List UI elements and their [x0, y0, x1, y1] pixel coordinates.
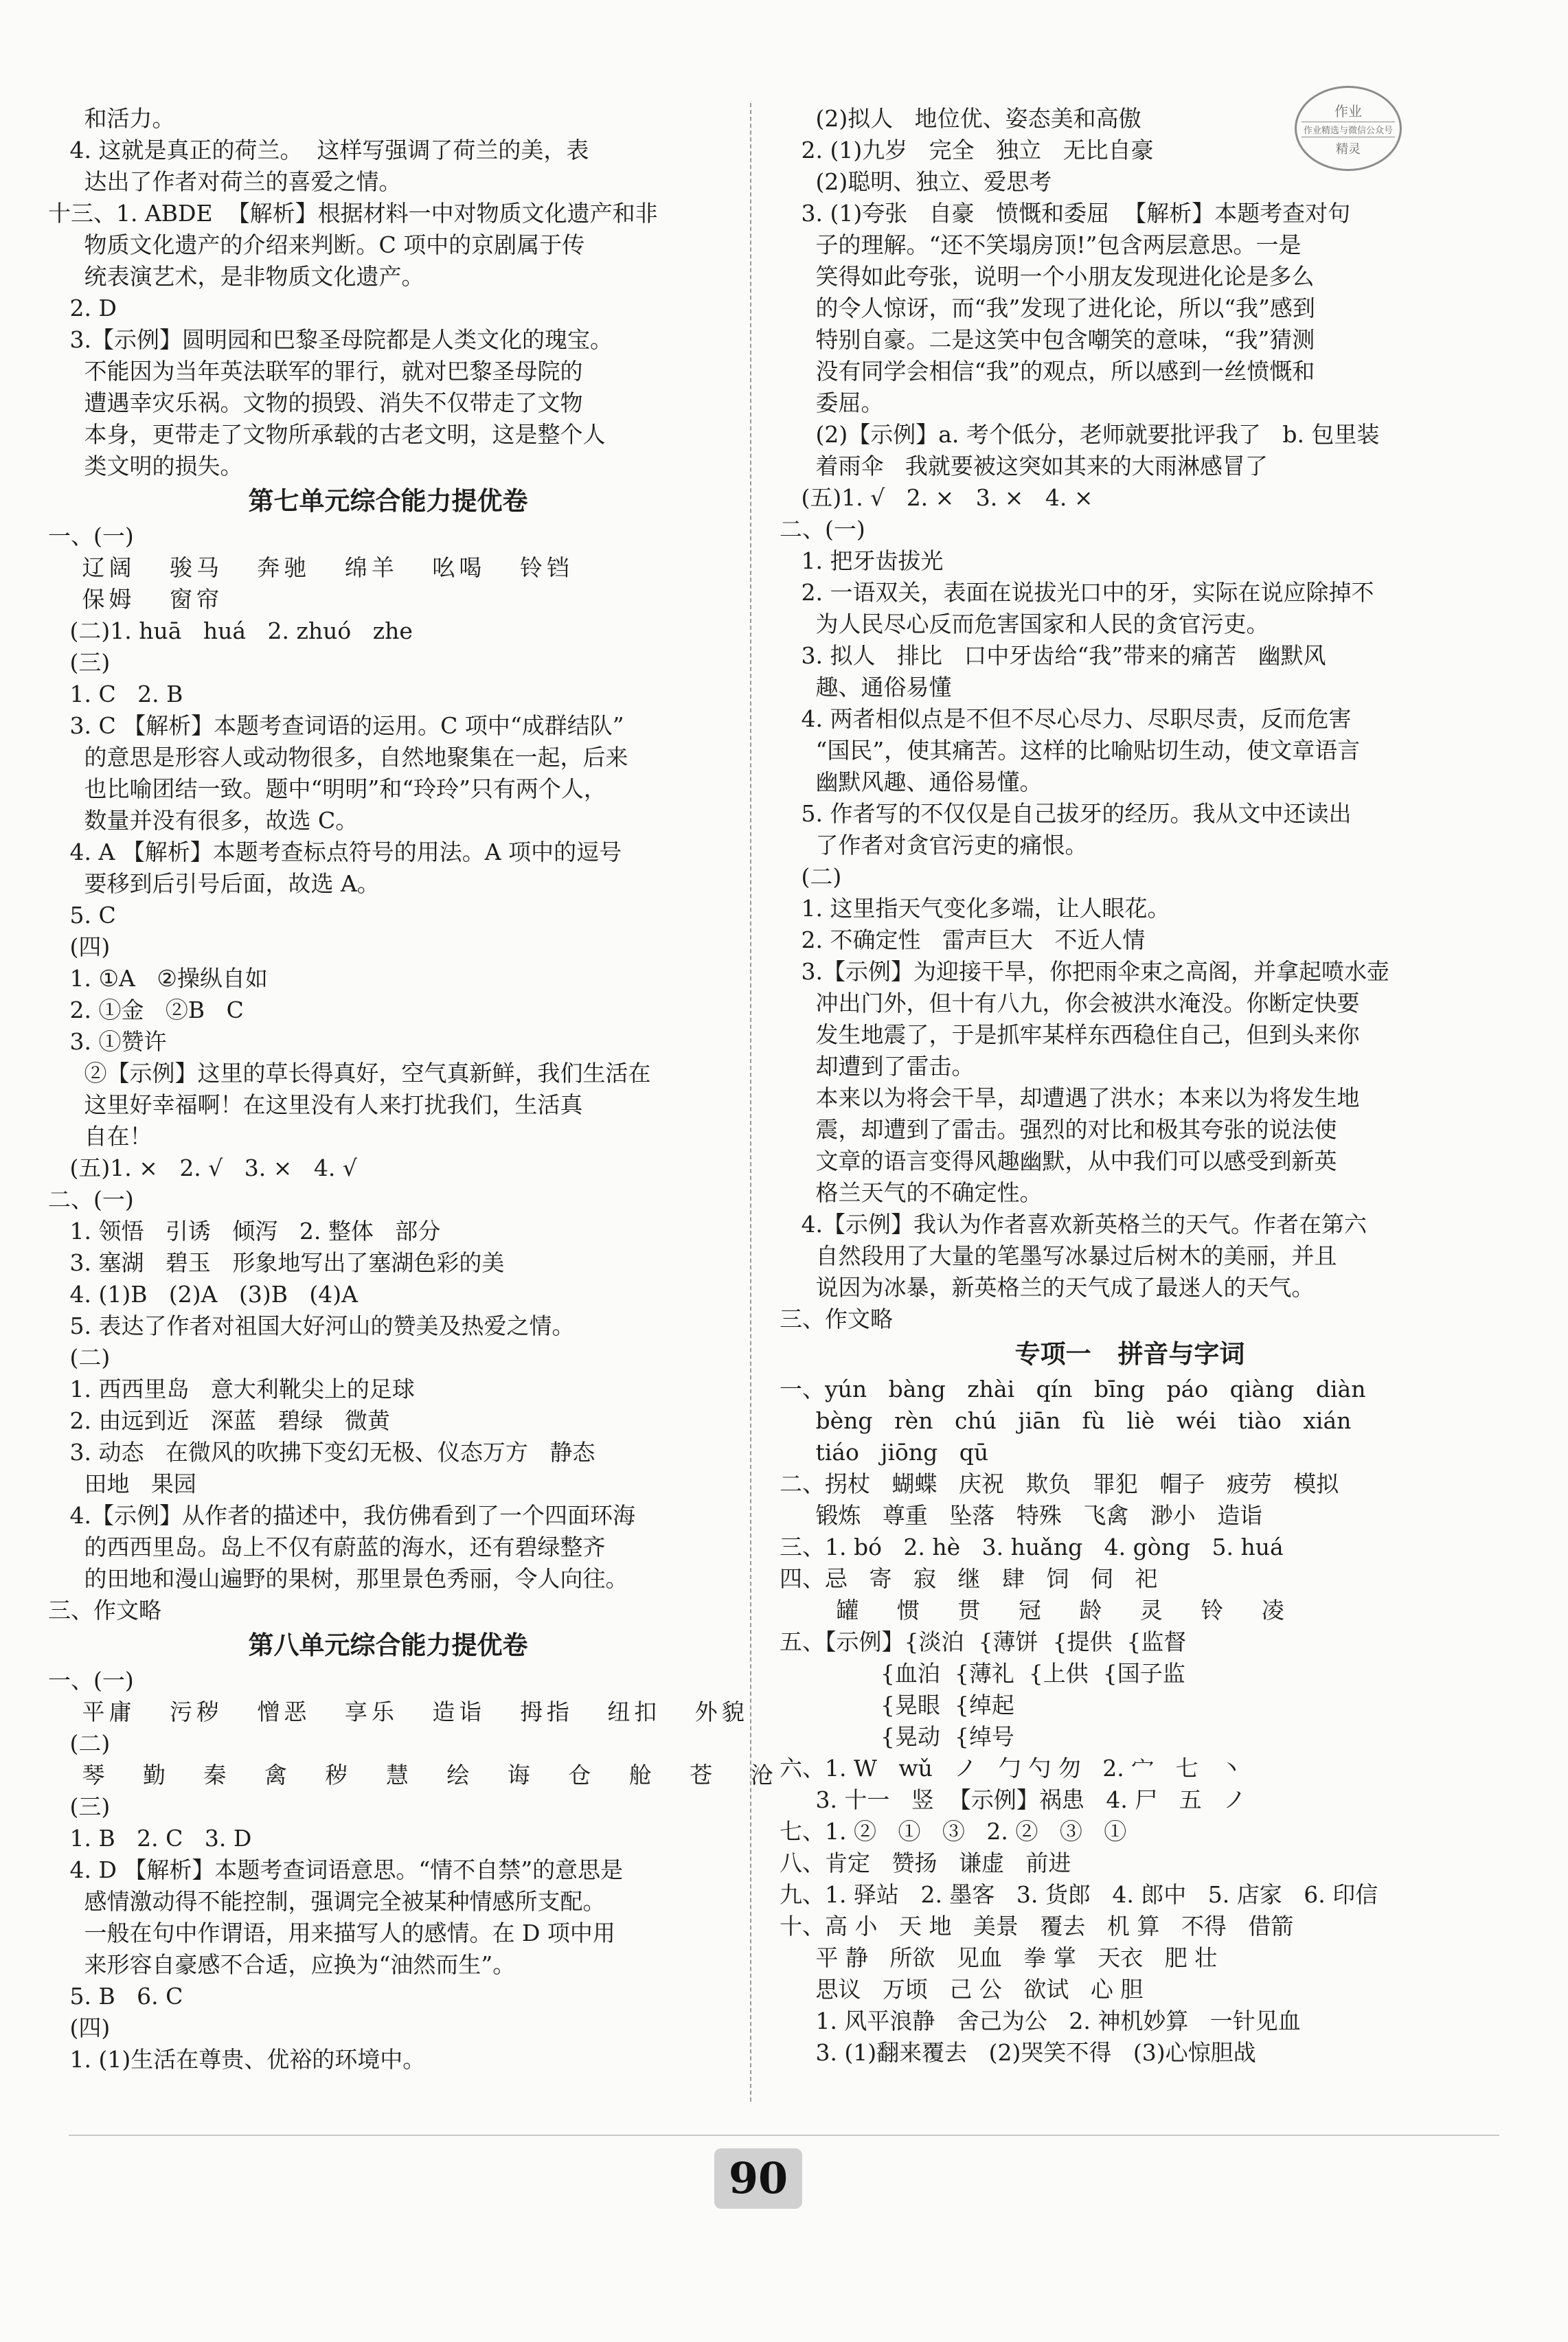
- answer-line: 却遭到了雷击。: [780, 1053, 975, 1080]
- answer-line: 1. 风平浪静 舍己为公 2. 神机妙算 一针见血: [780, 2008, 1301, 2034]
- answer-line: 六、1. W wǔ ノ 勹 勺 勿 2. 宀 七 丶: [780, 1755, 1243, 1782]
- answer-line: 3. C 【解析】本题考查词语的运用。C 项中“成群结队”: [48, 712, 624, 739]
- answer-line: 二、拐杖 蝴蝶 庆祝 欺负 罪犯 帽子 疲劳 模拟: [780, 1470, 1339, 1497]
- answer-line: 一、yún bàng zhài qín bīng páo qiàng diàn: [780, 1376, 1366, 1402]
- answer-line: 平庸 污秽 憎恶 享乐 造诣 拇指 纽扣 外貌: [48, 1698, 749, 1725]
- answer-line: 幽默风趣、通俗易懂。: [780, 769, 1043, 795]
- answer-line: 了作者对贪官污吏的痛恨。: [780, 832, 1088, 859]
- answer-line: 2. 不确定性 雷声巨大 不近人情: [780, 926, 1146, 953]
- answer-line: 趣、通俗易懂: [780, 674, 952, 701]
- answer-line: 的意思是形容人或动物很多，自然地聚集在一起，后来: [48, 744, 628, 771]
- answer-line: 没有同学会相信“我”的观点，所以感到一丝愤慨和: [780, 358, 1315, 385]
- answer-line: 本来以为将会干旱，却遭遇了洪水；本来以为将发生地: [780, 1084, 1360, 1111]
- answer-line: 遭遇幸灾乐祸。文物的损毁、消失不仅带走了文物: [48, 389, 583, 416]
- left-column: [48, 103, 777, 2076]
- answer-line: 三、1. bó 2. hè 3. huǎng 4. gòng 5. huá: [780, 1534, 1284, 1560]
- publisher-stamp: [1295, 86, 1402, 171]
- answer-line: 罐 惯 贯 冠 龄 灵 铃 凌: [780, 1597, 1288, 1624]
- answer-line: “国民”，使其痛苦。这样的比喻贴切生动，使文章语言: [780, 737, 1361, 764]
- answer-line: 1. ①A ②操纵自如: [48, 965, 268, 992]
- answer-line: {血泊 {薄礼 {上供 {国子监: [780, 1660, 1185, 1687]
- answer-line: 统表演艺术，是非物质文化遗产。: [48, 263, 424, 290]
- answer-line: (二)1. huā huá 2. zhuó zhe: [48, 617, 413, 644]
- answer-line: 着雨伞 我就要被这突如其来的大雨淋感冒了: [780, 453, 1268, 479]
- answer-line: 也比喻团结一致。题中“明明”和“玲玲”只有两个人，: [48, 775, 606, 802]
- answer-line: (2)聪明、独立、爱思考: [780, 168, 1052, 195]
- answer-line: 3. 动态 在微风的吹拂下变幻无极、仪态万方 静态: [48, 1439, 595, 1466]
- section-title: 第八单元综合能力提优卷: [248, 1630, 528, 1660]
- answer-line: {晃眼 {绰起: [780, 1692, 1014, 1718]
- footer-rule: [69, 2135, 1499, 2136]
- answer-line: 特别自豪。二是这笑中包含嘲笑的意味，“我”猜测: [780, 326, 1315, 353]
- stamp-line-1: 作业: [1334, 103, 1362, 120]
- answer-line: 4.【示例】我认为作者喜欢新英格兰的天气。作者在第六: [780, 1211, 1367, 1238]
- answer-line: 自然段用了大量的笔墨写冰暴过后树木的美丽，并且: [780, 1242, 1337, 1269]
- answer-line: 3. 十一 竖 【示例】祸患 4. 尸 五 ノ: [780, 1786, 1247, 1813]
- answer-line: 4. 这就是真正的荷兰。 这样写强调了荷兰的美，表: [48, 137, 589, 163]
- answer-line: 子的理解。“还不笑塌房顶!”包含两层意思。一是: [780, 231, 1302, 258]
- answer-line: 1. B 2. C 3. D: [48, 1825, 252, 1852]
- column-divider: [750, 103, 751, 2102]
- answer-line: ②【示例】这里的草长得真好，空气真新鲜，我们生活在: [48, 1060, 651, 1087]
- answer-line: 2. D: [48, 295, 117, 321]
- answer-line: 5. B 6. C: [48, 1983, 183, 2010]
- answer-line: {晃动 {绰号: [780, 1723, 1014, 1750]
- answer-line: 一、(一): [48, 523, 134, 549]
- answer-line: 的西西里岛。岛上不仅有蔚蓝的海水，还有碧绿整齐: [48, 1534, 606, 1560]
- stamp-line-2: 作业精选与微信公众号: [1302, 122, 1395, 137]
- answer-line: 3. (1)翻来覆去 (2)哭笑不得 (3)心惊胆战: [780, 2039, 1256, 2066]
- answer-line: (2)拟人 地位优、姿态美和高傲: [780, 105, 1141, 132]
- answer-line: 田地 果园: [48, 1470, 196, 1497]
- answer-line: 二、(一): [48, 1186, 134, 1213]
- answer-line: 1. (1)生活在尊贵、优裕的环境中。: [48, 2046, 426, 2073]
- answer-line: 2. ①金 ②B C: [48, 997, 244, 1023]
- answer-line: 五、【示例】{淡泊 {薄饼 {提供 {监督: [780, 1628, 1187, 1655]
- answer-line: 笑得如此夸张，说明一个小朋友发现进化论是多么: [780, 263, 1315, 290]
- answer-line: 达出了作者对荷兰的喜爱之情。: [48, 168, 402, 195]
- answer-line: 琴 勤 秦 禽 秽 慧 绘 诲 仓 舱 苍 沧: [48, 1762, 777, 1788]
- answer-line: 平 静 所欲 见血 拳 掌 天衣 肥 壮: [780, 1944, 1218, 1971]
- page-number: 90: [728, 2153, 788, 2203]
- answer-line: 七、1. ② ① ③ 2. ② ③ ①: [780, 1818, 1127, 1845]
- answer-line: 三、作文略: [48, 1597, 161, 1624]
- answer-line: 三、作文略: [780, 1306, 893, 1332]
- answer-line: (二): [48, 1730, 111, 1757]
- answer-line: 辽阔 骏马 奔驰 绵羊 吆喝 铃铛: [48, 554, 573, 581]
- answer-line: 格兰天气的不确定性。: [780, 1179, 1043, 1206]
- answer-line: 物质文化遗产的介绍来判断。C 项中的京剧属于传: [48, 231, 585, 258]
- answer-line: 的令人惊讶，而“我”发现了进化论，所以“我”感到: [780, 295, 1315, 321]
- answer-line: (四): [48, 2014, 111, 2041]
- answer-line: 锻炼 尊重 坠落 特殊 飞禽 渺小 造诣: [780, 1502, 1263, 1529]
- answer-line: 1. 把牙齿拔光: [780, 547, 944, 574]
- stamp-line-3: 精灵: [1336, 142, 1361, 157]
- answer-line: bèng rèn chú jiān fù liè wéi tiào xián: [780, 1407, 1352, 1434]
- answer-line: 4. (1)B (2)A (3)B (4)A: [48, 1281, 358, 1308]
- answer-line: 和活力。: [48, 105, 175, 132]
- answer-line: 数量并没有很多，故选 C。: [48, 807, 359, 834]
- answer-line: 4. 两者相似点是不但不尽心尽力、尽职尽责，反而危害: [780, 705, 1352, 732]
- answer-line: (三): [48, 1793, 111, 1820]
- answer-line: 类文明的损失。: [48, 453, 243, 479]
- answer-line: 一般在句中作谓语，用来描写人的感情。在 D 项中用: [48, 1920, 615, 1946]
- answer-line: 一、(一): [48, 1667, 134, 1694]
- answer-line: 文章的语言变得风趣幽默，从中我们可以感受到新英: [780, 1148, 1337, 1174]
- answer-line: 2. 由远到近 深蓝 碧绿 微黄: [48, 1407, 390, 1434]
- answer-line: (三): [48, 649, 111, 676]
- answer-line: (五)1. √ 2. × 3. × 4. ×: [780, 484, 1093, 511]
- section-title: 专项一 拼音与字词: [1014, 1339, 1245, 1369]
- page-number-badge: [714, 2148, 802, 2209]
- answer-line: (2)【示例】a. 考个低分，老师就要批评我了 b. 包里装: [780, 421, 1380, 448]
- answer-line: 为人民尽心反而危害国家和人民的贪官污吏。: [780, 611, 1269, 637]
- answer-line: tiáo jiōng qū: [780, 1439, 989, 1466]
- answer-line: 4. A 【解析】本题考查标点符号的用法。A 项中的逗号: [48, 839, 622, 865]
- answer-line: 5. 表达了作者对祖国大好河山的赞美及热爱之情。: [48, 1312, 575, 1339]
- answer-line: 说因为冰暴，新英格兰的天气成了最迷人的天气。: [780, 1274, 1315, 1301]
- answer-line: 本身，更带走了文物所承载的古老文明，这是整个人: [48, 421, 606, 448]
- answer-line: 自在！: [48, 1123, 152, 1150]
- answer-line: 3. 塞湖 碧玉 形象地写出了塞湖色彩的美: [48, 1249, 505, 1276]
- answer-line: 感情激动得不能控制，强调完全被某种情感所支配。: [48, 1888, 606, 1915]
- answer-line: 十、高 小 天 地 美景 覆去 机 算 不得 借箭: [780, 1913, 1294, 1940]
- answer-line: 3. ①赞许: [48, 1028, 167, 1055]
- section-title: 第七单元综合能力提优卷: [248, 486, 528, 516]
- answer-line: 1. 这里指天气变化多端，让人眼花。: [780, 895, 1170, 922]
- answer-line: 3. (1)夸张 自豪 愤慨和委屈 【解析】本题考查对句: [780, 200, 1351, 227]
- answer-line: 2. 一语双关，表面在说拔光口中的牙，实际在说应除掉不: [780, 579, 1374, 606]
- answer-line: 3.【示例】为迎接干旱，你把雨伞束之高阁，并拿起喷水壶: [780, 958, 1389, 985]
- answer-line: 1. C 2. B: [48, 681, 183, 707]
- answer-line: 发生地震了，于是抓牢某样东西稳住自己，但到头来你: [780, 1021, 1360, 1048]
- answer-line: 1. 西西里岛 意大利靴尖上的足球: [48, 1376, 415, 1402]
- answer-line: 九、1. 驿站 2. 墨客 3. 货郎 4. 郎中 5. 店家 6. 印信: [780, 1881, 1378, 1908]
- answer-line: 四、忌 寄 寂 继 肆 饲 伺 祀: [780, 1565, 1158, 1592]
- answer-line: 二、(一): [780, 516, 865, 543]
- answer-line: 八、肯定 赞扬 谦虚 前进: [780, 1850, 1071, 1876]
- answer-line: 4.【示例】从作者的描述中，我仿佛看到了一个四面环海: [48, 1502, 635, 1529]
- answer-line: 4. D 【解析】本题考查词语意思。“情不自禁”的意思是: [48, 1856, 624, 1883]
- answer-line: 震，却遭到了雷击。强烈的对比和极其夸张的说法使: [780, 1116, 1337, 1143]
- answer-line: 思议 万顷 己 公 欲试 心 胆: [780, 1976, 1144, 2003]
- answer-line: 保姆 窗帘: [48, 586, 223, 613]
- answer-line: 5. C: [48, 902, 116, 929]
- answer-line: (五)1. × 2. √ 3. × 4. √: [48, 1155, 357, 1181]
- answer-line: 冲出门外，但十有八九，你会被洪水淹没。你断定快要: [780, 990, 1360, 1016]
- answer-line: (四): [48, 933, 111, 960]
- answer-line: 3. 拟人 排比 口中牙齿给“我”带来的痛苦 幽默风: [780, 642, 1326, 669]
- answer-line: 要移到后引号后面，故选 A。: [48, 870, 380, 897]
- answer-line: 来形容自豪感不合适，应换为“油然而生”。: [48, 1951, 516, 1978]
- answer-line: 3.【示例】圆明园和巴黎圣母院都是人类文化的瑰宝。: [48, 326, 613, 353]
- answer-line: (二): [48, 1344, 111, 1371]
- answer-line: 2. (1)九岁 完全 独立 无比自豪: [780, 137, 1154, 163]
- answer-line: 的田地和漫山遍野的果树，那里景色秀丽，令人向往。: [48, 1565, 628, 1592]
- right-column: [780, 103, 1480, 2069]
- answer-line: 这里好幸福啊！在这里没有人来打扰我们，生活真: [48, 1091, 583, 1118]
- answer-line: 1. 领悟 引诱 倾泻 2. 整体 部分: [48, 1218, 441, 1244]
- answer-line: 5. 作者写的不仅仅是自己拔牙的经历。我从文中还读出: [780, 800, 1352, 827]
- answer-line: 十三、1. ABDE 【解析】根据材料一中对物质文化遗产和非: [48, 200, 658, 227]
- answer-line: 委屈。: [780, 389, 884, 416]
- answer-line: 不能因为当年英法联军的罪行，就对巴黎圣母院的: [48, 358, 583, 385]
- answer-line: (二): [780, 863, 842, 890]
